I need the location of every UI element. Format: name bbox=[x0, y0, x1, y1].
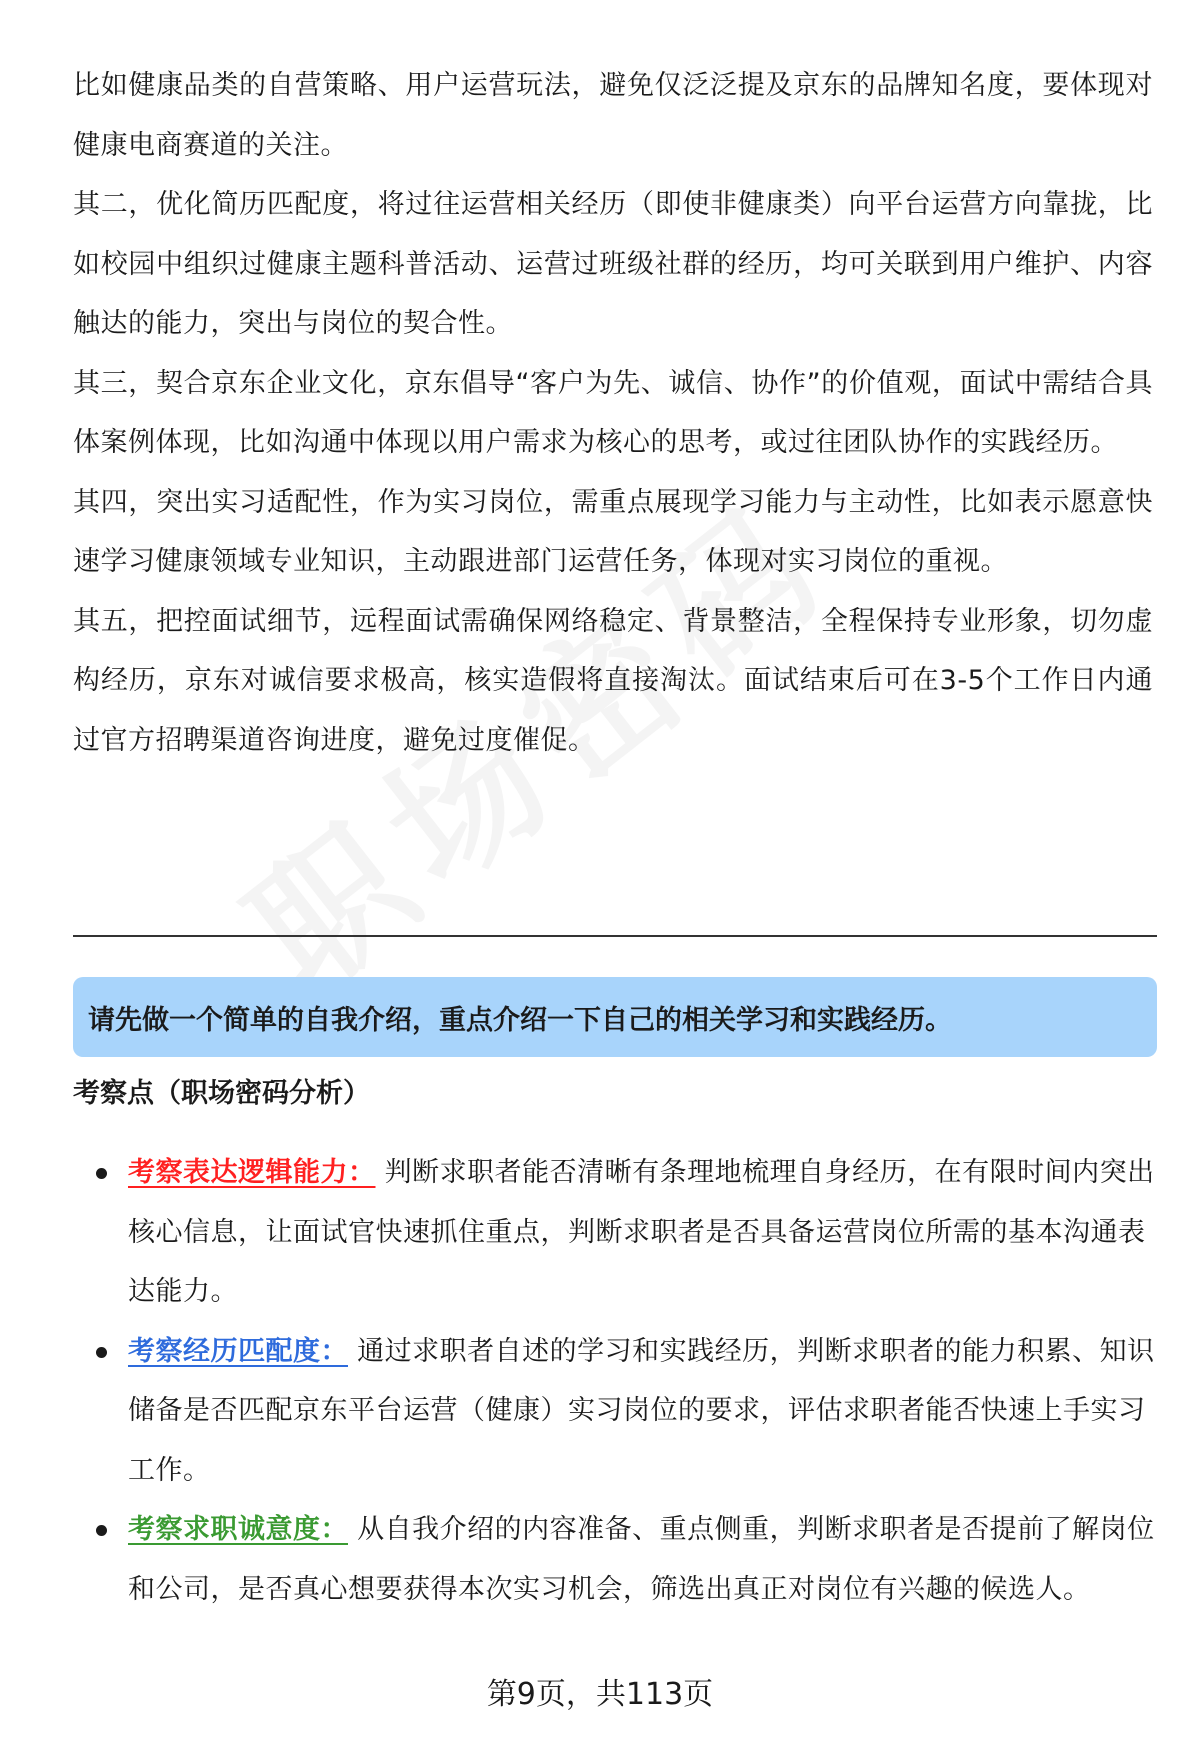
paragraph: 其三，契合京东企业文化，京东倡导“客户为先、诚信、协作”的价值观，面试中需结合具体案例体现，比如沟通中体现以用户需求为核心的思考，或过往团队协作的实践经历。 bbox=[73, 367, 1153, 458]
question-text: 请先做一个简单的自我介绍，重点介绍一下自己的相关学习和实践经历。 bbox=[88, 1004, 952, 1036]
list-item bbox=[90, 1322, 1157, 1501]
assessment-list bbox=[90, 1143, 1157, 1619]
assessment-text: 判断求职者能否清晰有条理地梳理自身经历，在有限时间内突出核心信息，让面试官快速抓住重点，判断求职者是否具备运营岗位所需的基本沟通表达能力。 bbox=[128, 1157, 1155, 1307]
paragraph: 其二，优化简历匹配度，将过往运营相关经历（即使非健康类）向平台运营方向靠拢，比如校园中组织过健康主题科普活动、运营过班级社群的经历，均可关联到用户维护、内容触达的能力，突出与岗位的契合性。 bbox=[73, 189, 1153, 339]
assessment-key: 考察表达逻辑能力： bbox=[128, 1157, 376, 1188]
list-item bbox=[90, 1500, 1157, 1619]
assessment-key: 考察经历匹配度： bbox=[128, 1335, 348, 1367]
body-text bbox=[73, 56, 1153, 770]
assessment-text: 通过求职者自述的学习和实践经历，判断求职者的能力积累、知识储备是否匹配京东平台运营（健康）实习岗位的要求，评估求职者能否快速上手实习工作。 bbox=[128, 1335, 1155, 1486]
question-box bbox=[73, 977, 1157, 1057]
bullet-dot-icon bbox=[96, 1347, 107, 1358]
paragraph: 比如健康品类的自营策略、用户运营玩法，避免仅泛泛提及京东的品牌知名度，要体现对健康电商赛道的关注。 bbox=[73, 70, 1153, 161]
page-footer: 第9页，共113页 bbox=[486, 1677, 714, 1712]
bullet-dot-icon bbox=[96, 1168, 107, 1179]
paragraph: 其五，把控面试细节，远程面试需确保网络稳定、背景整洁，全程保持专业形象，切勿虚构经历，京东对诚信要求极高，核实造假将直接淘汰。面试结束后可在3-5个工作日内通过官方招聘渠道咨询进度，避免过度催促。 bbox=[73, 605, 1153, 756]
paragraph: 其四，突出实习适配性，作为实习岗位，需重点展现学习能力与主动性，比如表示愿意快速学习健康领域专业知识，主动跟进部门运营任务，体现对实习岗位的重视。 bbox=[73, 486, 1153, 577]
assessment-text: 从自我介绍的内容准备、重点侧重，判断求职者是否提前了解岗位和公司，是否真心想要获得本次实习机会，筛选出真正对岗位有兴趣的候选人。 bbox=[128, 1514, 1155, 1605]
list-item bbox=[90, 1143, 1157, 1322]
section-divider bbox=[73, 935, 1157, 937]
section-title: 考察点（职场密码分析） bbox=[73, 1078, 370, 1109]
bullet-dot-icon bbox=[96, 1525, 107, 1536]
assessment-key: 考察求职诚意度： bbox=[128, 1514, 348, 1545]
